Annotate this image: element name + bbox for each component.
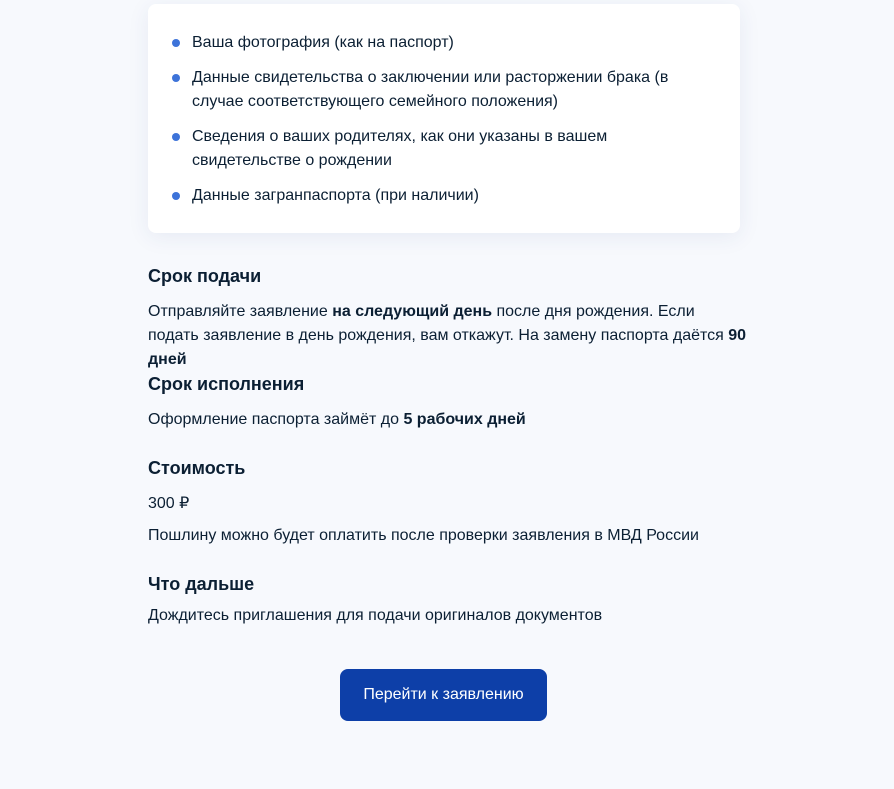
documents-card: [148, 4, 740, 233]
list-item-text: Сведения о ваших родителях, как они указаны в вашем свидетельстве о рождении: [192, 128, 608, 169]
submission-highlight: на следующий день: [332, 303, 493, 320]
list-item: [172, 184, 720, 208]
execution-text: Оформление паспорта займёт до 5 рабочих дней: [148, 411, 526, 428]
next-section: [148, 572, 748, 628]
cost-note: Пошлину можно будет оплатить после проверки заявления в МВД России: [148, 527, 699, 544]
list-item: [172, 31, 720, 55]
go-to-application-button[interactable]: Перейти к заявлению: [340, 669, 547, 721]
bullet-dot-icon: [172, 192, 180, 200]
execution-section: [148, 372, 748, 432]
bullet-dot-icon: [172, 39, 180, 47]
bullet-dot-icon: [172, 74, 180, 82]
submission-text: Отправляйте заявление на следующий день после дня рождения. Если подать заявление в день рождения, вам откажут. На замену паспорта даётся 90 дней: [148, 303, 747, 368]
list-item-text: Данные свидетельства о заключении или расторжении брака (в случае соответствующего семейного положения): [192, 69, 669, 110]
submission-days: 90 дней: [148, 327, 747, 368]
execution-title: Срок исполнения: [148, 374, 305, 394]
cost-section: [148, 456, 748, 548]
cost-title: Стоимость: [148, 458, 246, 478]
list-item-text: Данные загранпаспорта (при наличии): [192, 187, 479, 204]
next-text: Дождитесь приглашения для подачи оригиналов документов: [148, 607, 603, 624]
list-item-text: Ваша фотография (как на паспорт): [192, 34, 454, 51]
submission-title: Срок подачи: [148, 266, 262, 286]
list-item: [172, 66, 720, 114]
cost-price: 300 ₽: [148, 495, 190, 512]
next-title: Что дальше: [148, 574, 255, 594]
execution-days: 5 рабочих дней: [403, 411, 526, 428]
submission-section: [148, 264, 748, 372]
list-item: [172, 125, 720, 173]
documents-list: [172, 31, 720, 208]
bullet-dot-icon: [172, 133, 180, 141]
